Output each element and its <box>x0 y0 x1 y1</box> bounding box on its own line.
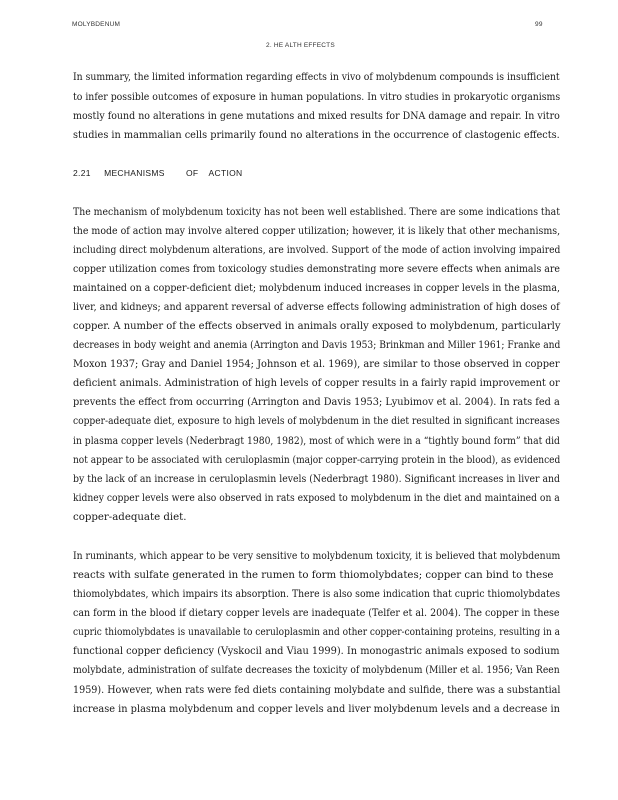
text-line: the mode of action may involve altered copper utilization; however, it is likely that other mechanisms, <box>73 226 561 237</box>
page-number: 99 <box>535 21 543 28</box>
text-line: not appear to be associated with ceruloplasmin (major copper-carrying protein in the blood), as evidenced <box>73 455 561 466</box>
text-line: thiomolybdates, which impairs its absorption. There is also some indication that cupric thiomolybdates <box>73 589 561 600</box>
text-line: copper. A number of the effects observed in animals orally exposed to molybdenum, particularly <box>73 321 561 332</box>
text-line: reacts with sulfate generated in the rumen to form thiomolybdates; copper can bind to these <box>73 570 554 581</box>
text-line: by the lack of an increase in ceruloplasmin levels (Nederbragt 1980). Significant increases in liver and <box>73 474 561 485</box>
text-line: including direct molybdenum alterations, are involved. Support of the mode of action involving impaired <box>73 245 561 256</box>
text-line: in plasma copper levels (Nederbragt 1980, 1982), most of which were in a “tightly bound form” that did <box>73 436 560 447</box>
text-line: copper-adequate diet, exposure to high levels of molybdenum in the diet resulted in significant increases <box>73 416 560 427</box>
running-header-title: MOLYBDENUM <box>72 21 121 28</box>
text-line: cupric thiomolybdates is unavailable to ceruloplasmin and other copper-containing proteins, resulting in a <box>73 627 561 638</box>
text-line: Moxon 1937; Gray and Daniel 1954; Johnson et al. 1969), are similar to those observed in copper <box>73 359 560 370</box>
text-line: kidney copper levels were also observed in rats exposed to molybdenum in the diet and maintained on a <box>73 493 560 504</box>
section-number: 2.21 <box>73 168 91 178</box>
text-line: 1959). However, when rats were fed diets containing molybdate and sulfide, there was a substantial <box>73 685 561 696</box>
text-line: mostly found no alterations in gene mutations and mixed results for DNA damage and repair. In vitro <box>73 111 560 122</box>
text-line: In summary, the limited information regarding effects in vivo of molybdenum compounds is insufficient <box>73 72 560 83</box>
section-heading <box>73 168 242 178</box>
text-line: prevents the effect from occurring (Arrington and Davis 1953; Lyubimov et al. 2004). In rats fed a <box>73 397 560 408</box>
text-line: deficient animals. Administration of high levels of copper results in a fairly rapid improvement or <box>73 378 560 389</box>
text-line: molybdate, administration of sulfate decreases the toxicity of molybdenum (Miller et al. 1956; Van Reen <box>73 665 560 676</box>
text-line: In ruminants, which appear to be very sensitive to molybdenum toxicity, it is believed that molybdenum <box>73 551 561 562</box>
chapter-header: 2. HE ALTH EFFECTS <box>266 42 335 49</box>
text-line: copper utilization comes from toxicology studies demonstrating more severe effects when animals are <box>73 264 560 275</box>
text-line: The mechanism of molybdenum toxicity has not been well established. There are some indications that <box>73 207 560 218</box>
text-line: increase in plasma molybdenum and copper levels and liver molybdenum levels and a decrease in <box>73 704 560 715</box>
text-line: liver, and kidneys; and apparent reversal of adverse effects following administration of high doses of <box>73 302 560 313</box>
text-line: to infer possible outcomes of exposure in human populations. In vitro studies in prokaryotic organisms <box>73 92 561 103</box>
text-line: decreases in body weight and anemia (Arrington and Davis 1953; Brinkman and Miller 1961; Franke and <box>73 340 561 351</box>
section-title: MECHANISMS OF ACTION <box>104 168 243 178</box>
text-line: can form in the blood if dietary copper levels are inadequate (Telfer et al. 2004). The copper in these <box>73 608 560 619</box>
text-line: functional copper deficiency (Vyskocil and Viau 1999). In monogastric animals exposed to sodium <box>73 646 560 657</box>
text-line: studies in mammalian cells primarily found no alterations in the occurrence of clastogenic effects. <box>73 130 560 141</box>
text-line: maintained on a copper-deficient diet; molybdenum induced increases in copper levels in the plasma, <box>73 283 561 294</box>
text-line: copper-adequate diet. <box>73 512 187 523</box>
